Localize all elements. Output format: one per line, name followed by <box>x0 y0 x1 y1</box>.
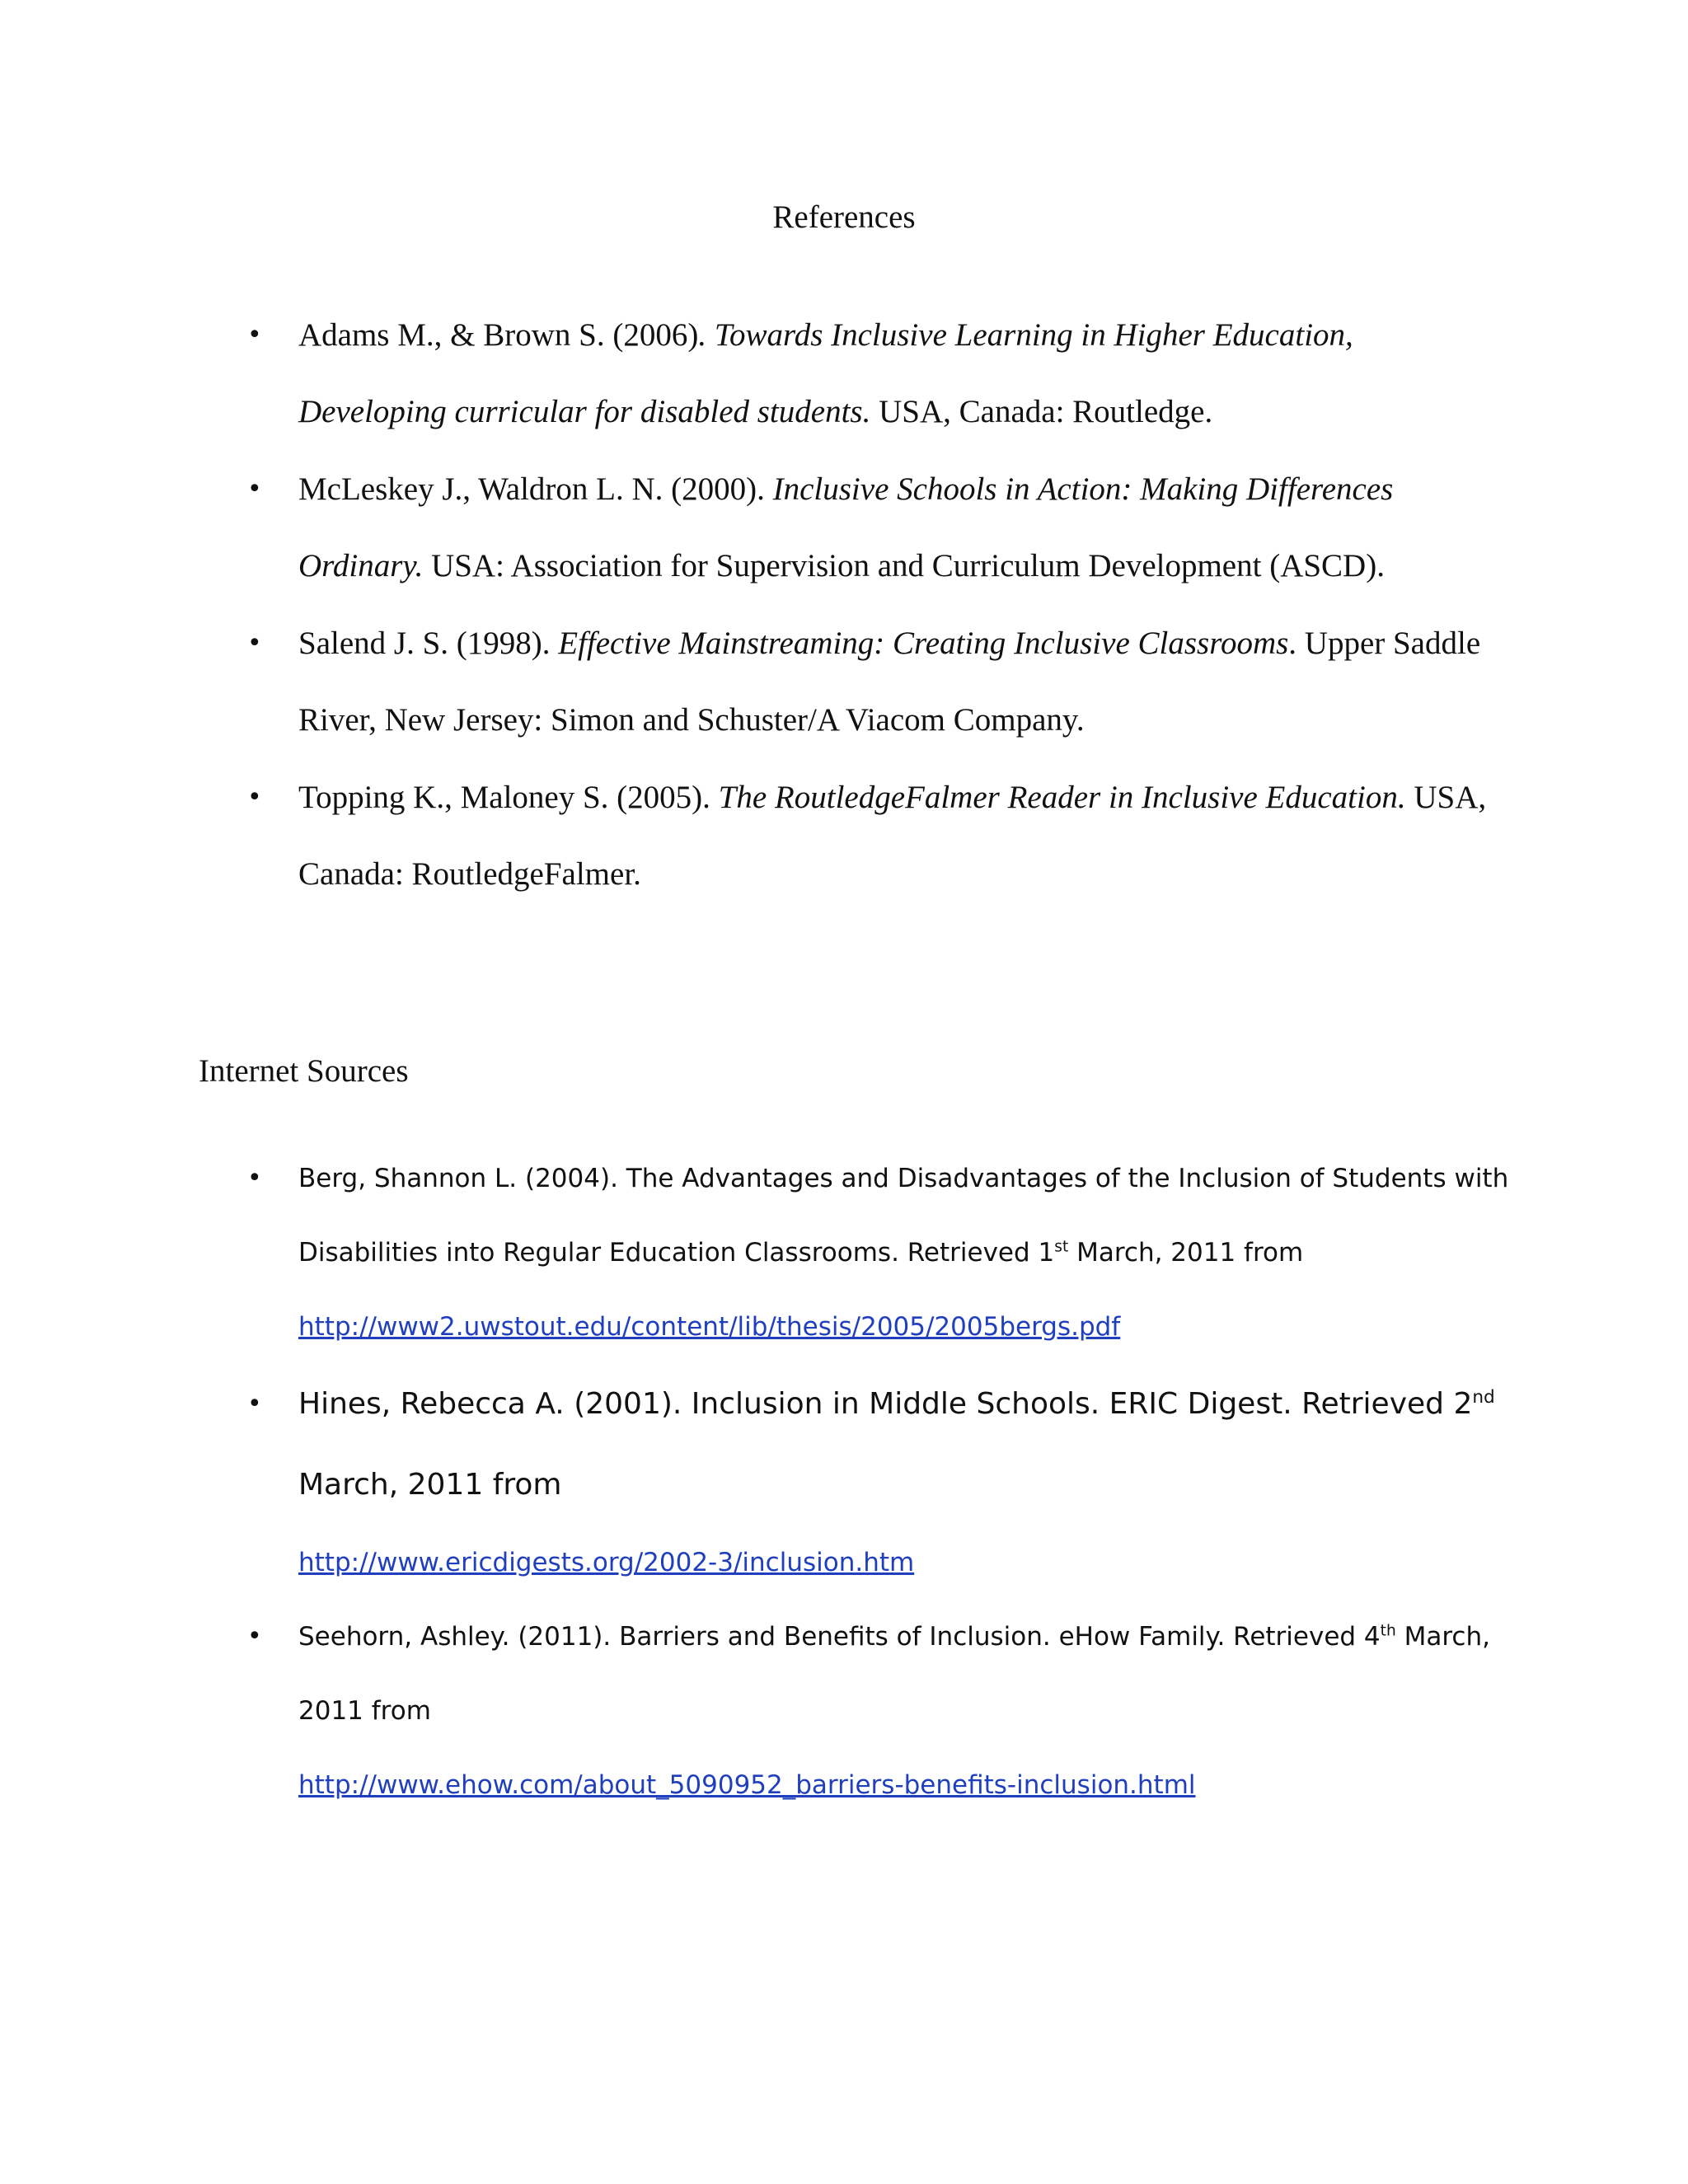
source-citation: Hines, Rebecca A. (2001). Inclusion in Middle Schools. ERIC Digest. Retrieved 2 <box>298 1387 1473 1421</box>
references-title: References <box>772 199 916 235</box>
ordinal-suffix: nd <box>1472 1387 1495 1408</box>
ordinal-suffix: th <box>1380 1622 1396 1640</box>
source-retrieved: March, 2011 from <box>298 1468 562 1502</box>
bullet-icon: • <box>247 629 262 658</box>
ordinal-suffix: st <box>1054 1238 1069 1256</box>
reference-publisher: USA: Association for Supervision and Curriculum Development (ASCD). <box>423 548 1385 583</box>
source-link[interactable]: http://www.ehow.com/about_5090952_barriers-benefits-inclusion.html <box>298 1770 1196 1800</box>
reference-item <box>247 297 1500 450</box>
reference-title: Inclusive Schools in Action: Making Differences Ordinary. <box>298 471 1394 583</box>
bullet-icon: • <box>247 1622 262 1651</box>
internet-sources-title: Internet Sources <box>199 1053 409 1089</box>
reference-title: The RoutledgeFalmer Reader in Inclusive Education. <box>718 780 1406 815</box>
reference-authors: McLeskey J., Waldron L. N. (2000). <box>298 471 773 507</box>
reference-publisher: . Upper Saddle River, New Jersey: Simon and Schuster/A Viacom Company. <box>298 626 1481 738</box>
source-link[interactable]: http://www.ericdigests.org/2002-3/inclusion.htm <box>298 1548 915 1577</box>
reference-title: Effective Mainstreaming: Creating Inclusive Classrooms <box>558 626 1289 661</box>
reference-publisher: USA, Canada: RoutledgeFalmer. <box>298 780 1487 892</box>
reference-item <box>247 759 1500 912</box>
internet-source-item <box>247 1141 1517 1364</box>
bullet-icon: • <box>247 1390 262 1418</box>
bullet-icon: • <box>247 783 262 812</box>
references-list <box>247 297 1500 913</box>
internet-source-item <box>247 1600 1517 1822</box>
source-retrieved: March, 2011 from <box>298 1622 1490 1726</box>
bullet-icon: • <box>247 1164 262 1193</box>
bullet-icon: • <box>247 475 262 504</box>
reference-title: . Towards Inclusive Learning in Higher Education, Developing curricular for disabled students. <box>298 317 1353 429</box>
reference-authors: Salend J. S. (1998). <box>298 626 559 661</box>
reference-item <box>247 605 1500 758</box>
source-link[interactable]: http://www2.uwstout.edu/content/lib/thesis/2005/2005bergs.pdf <box>298 1312 1121 1342</box>
bullet-icon: • <box>247 321 262 349</box>
internet-sources-list <box>247 1141 1517 1822</box>
reference-authors: Topping K., Maloney S. (2005). <box>298 780 719 815</box>
reference-authors: Adams M., & Brown S. (2006) <box>298 317 699 353</box>
source-retrieved: March, 2011 from <box>1068 1238 1304 1268</box>
source-citation: Berg, Shannon L. (2004). The Advantages and Disadvantages of the Inclusion of Students with Disabilities into Regular Education Classrooms. Retrieved 1 <box>298 1164 1509 1268</box>
reference-item <box>247 451 1500 604</box>
reference-publisher: USA, Canada: Routledge. <box>870 394 1213 429</box>
source-citation: Seehorn, Ashley. (2011). Barriers and Benefits of Inclusion. eHow Family. Retrieved 4 <box>298 1622 1381 1652</box>
internet-source-item <box>247 1364 1517 1600</box>
